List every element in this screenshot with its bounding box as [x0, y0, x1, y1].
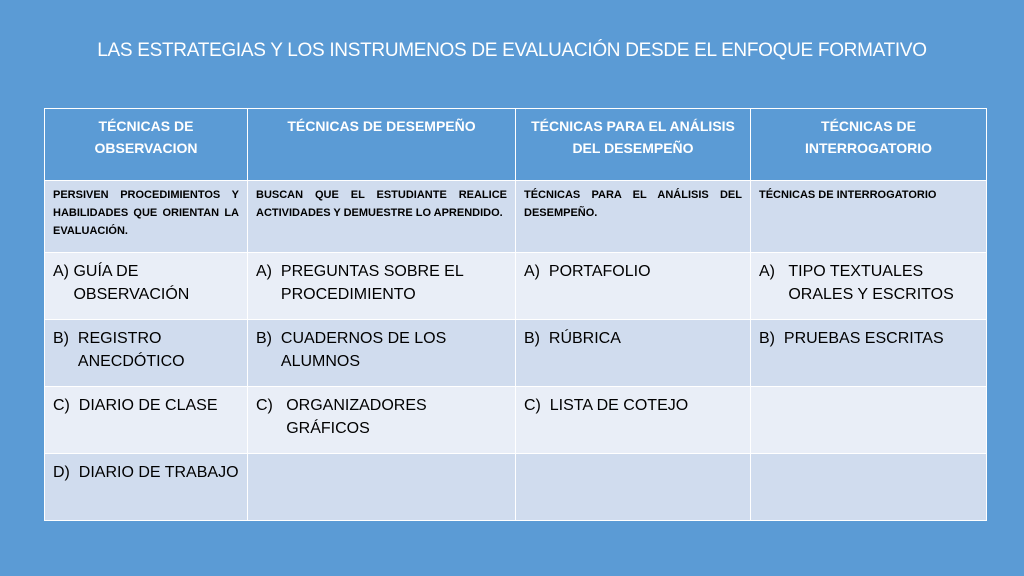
- table-row: [45, 320, 987, 387]
- table-cell: [751, 253, 987, 320]
- table-cell: [248, 387, 516, 454]
- header-desempeno: TÉCNICAS DE DESEMPEÑO: [248, 109, 516, 181]
- item-label: C): [256, 397, 287, 414]
- table-cell: [45, 320, 248, 387]
- header-interrogatorio: TÉCNICAS DE INTERROGATORIO: [751, 109, 987, 181]
- evaluation-techniques-table: [44, 108, 987, 521]
- item-text: GUÍA DE OBSERVACIÓN: [73, 263, 190, 303]
- item-label: C): [53, 397, 79, 414]
- slide-title: LAS ESTRATEGIAS Y LOS INSTRUMENOS DE EVALUACIÓN DESDE EL ENFOQUE FORMATIVO: [97, 40, 927, 61]
- item-text: ORGANIZADORES GRÁFICOS: [286, 397, 427, 437]
- item-label: C): [524, 397, 550, 414]
- table-cell: [516, 387, 751, 454]
- description-row: [45, 181, 987, 253]
- item-text: DIARIO DE CLASE: [78, 397, 218, 414]
- item-label: A): [256, 263, 281, 280]
- table-row: [45, 454, 987, 521]
- table-cell: [248, 320, 516, 387]
- item-label: B): [524, 330, 549, 347]
- item-label: D): [53, 464, 79, 481]
- item-label: A): [53, 263, 74, 280]
- header-observacion: TÉCNICAS DE OBSERVACION: [45, 109, 248, 181]
- table-cell: [751, 454, 987, 521]
- table-row: [45, 253, 987, 320]
- item-text: CUADERNOS DE LOS ALUMNOS: [280, 330, 447, 370]
- item-label: B): [256, 330, 281, 347]
- item-label: B): [759, 330, 784, 347]
- table-cell: [248, 454, 516, 521]
- table-cell: [516, 320, 751, 387]
- item-label: A): [759, 263, 789, 280]
- item-label: A): [524, 263, 549, 280]
- header-analisis: TÉCNICAS PARA EL ANÁLISIS DEL DESEMPEÑO: [516, 109, 751, 181]
- table-cell: [45, 387, 248, 454]
- item-text: PRUEBAS ESCRITAS: [783, 330, 944, 347]
- item-text: RÚBRICA: [548, 330, 621, 347]
- table-cell: [751, 320, 987, 387]
- item-text: REGISTRO ANECDÓTICO: [77, 330, 185, 370]
- item-text: LISTA DE COTEJO: [549, 397, 689, 414]
- table-cell: [516, 454, 751, 521]
- description-cell: TÉCNICAS PARA EL ANÁLISIS DEL DESEMPEÑO.: [516, 181, 751, 253]
- description-cell: TÉCNICAS DE INTERROGATORIO: [751, 181, 987, 253]
- item-text: PREGUNTAS SOBRE EL PROCEDIMIENTO: [280, 263, 464, 303]
- item-text: TIPO TEXTUALES ORALES Y ESCRITOS: [788, 263, 954, 303]
- table-cell: [248, 253, 516, 320]
- item-text: DIARIO DE TRABAJO: [78, 464, 239, 481]
- header-row: [45, 109, 987, 181]
- table-row: [45, 387, 987, 454]
- table-cell: [516, 253, 751, 320]
- table-cell: [45, 454, 248, 521]
- table-cell: [45, 253, 248, 320]
- table-cell: [751, 387, 987, 454]
- description-cell: PERSIVEN PROCEDIMIENTOS Y HABILIDADES QUE ORIENTAN LA EVALUACIÓN.: [45, 181, 248, 253]
- item-text: PORTAFOLIO: [548, 263, 651, 280]
- description-cell: BUSCAN QUE EL ESTUDIANTE REALICE ACTIVIDADES Y DEMUESTRE LO APRENDIDO.: [248, 181, 516, 253]
- item-label: B): [53, 330, 78, 347]
